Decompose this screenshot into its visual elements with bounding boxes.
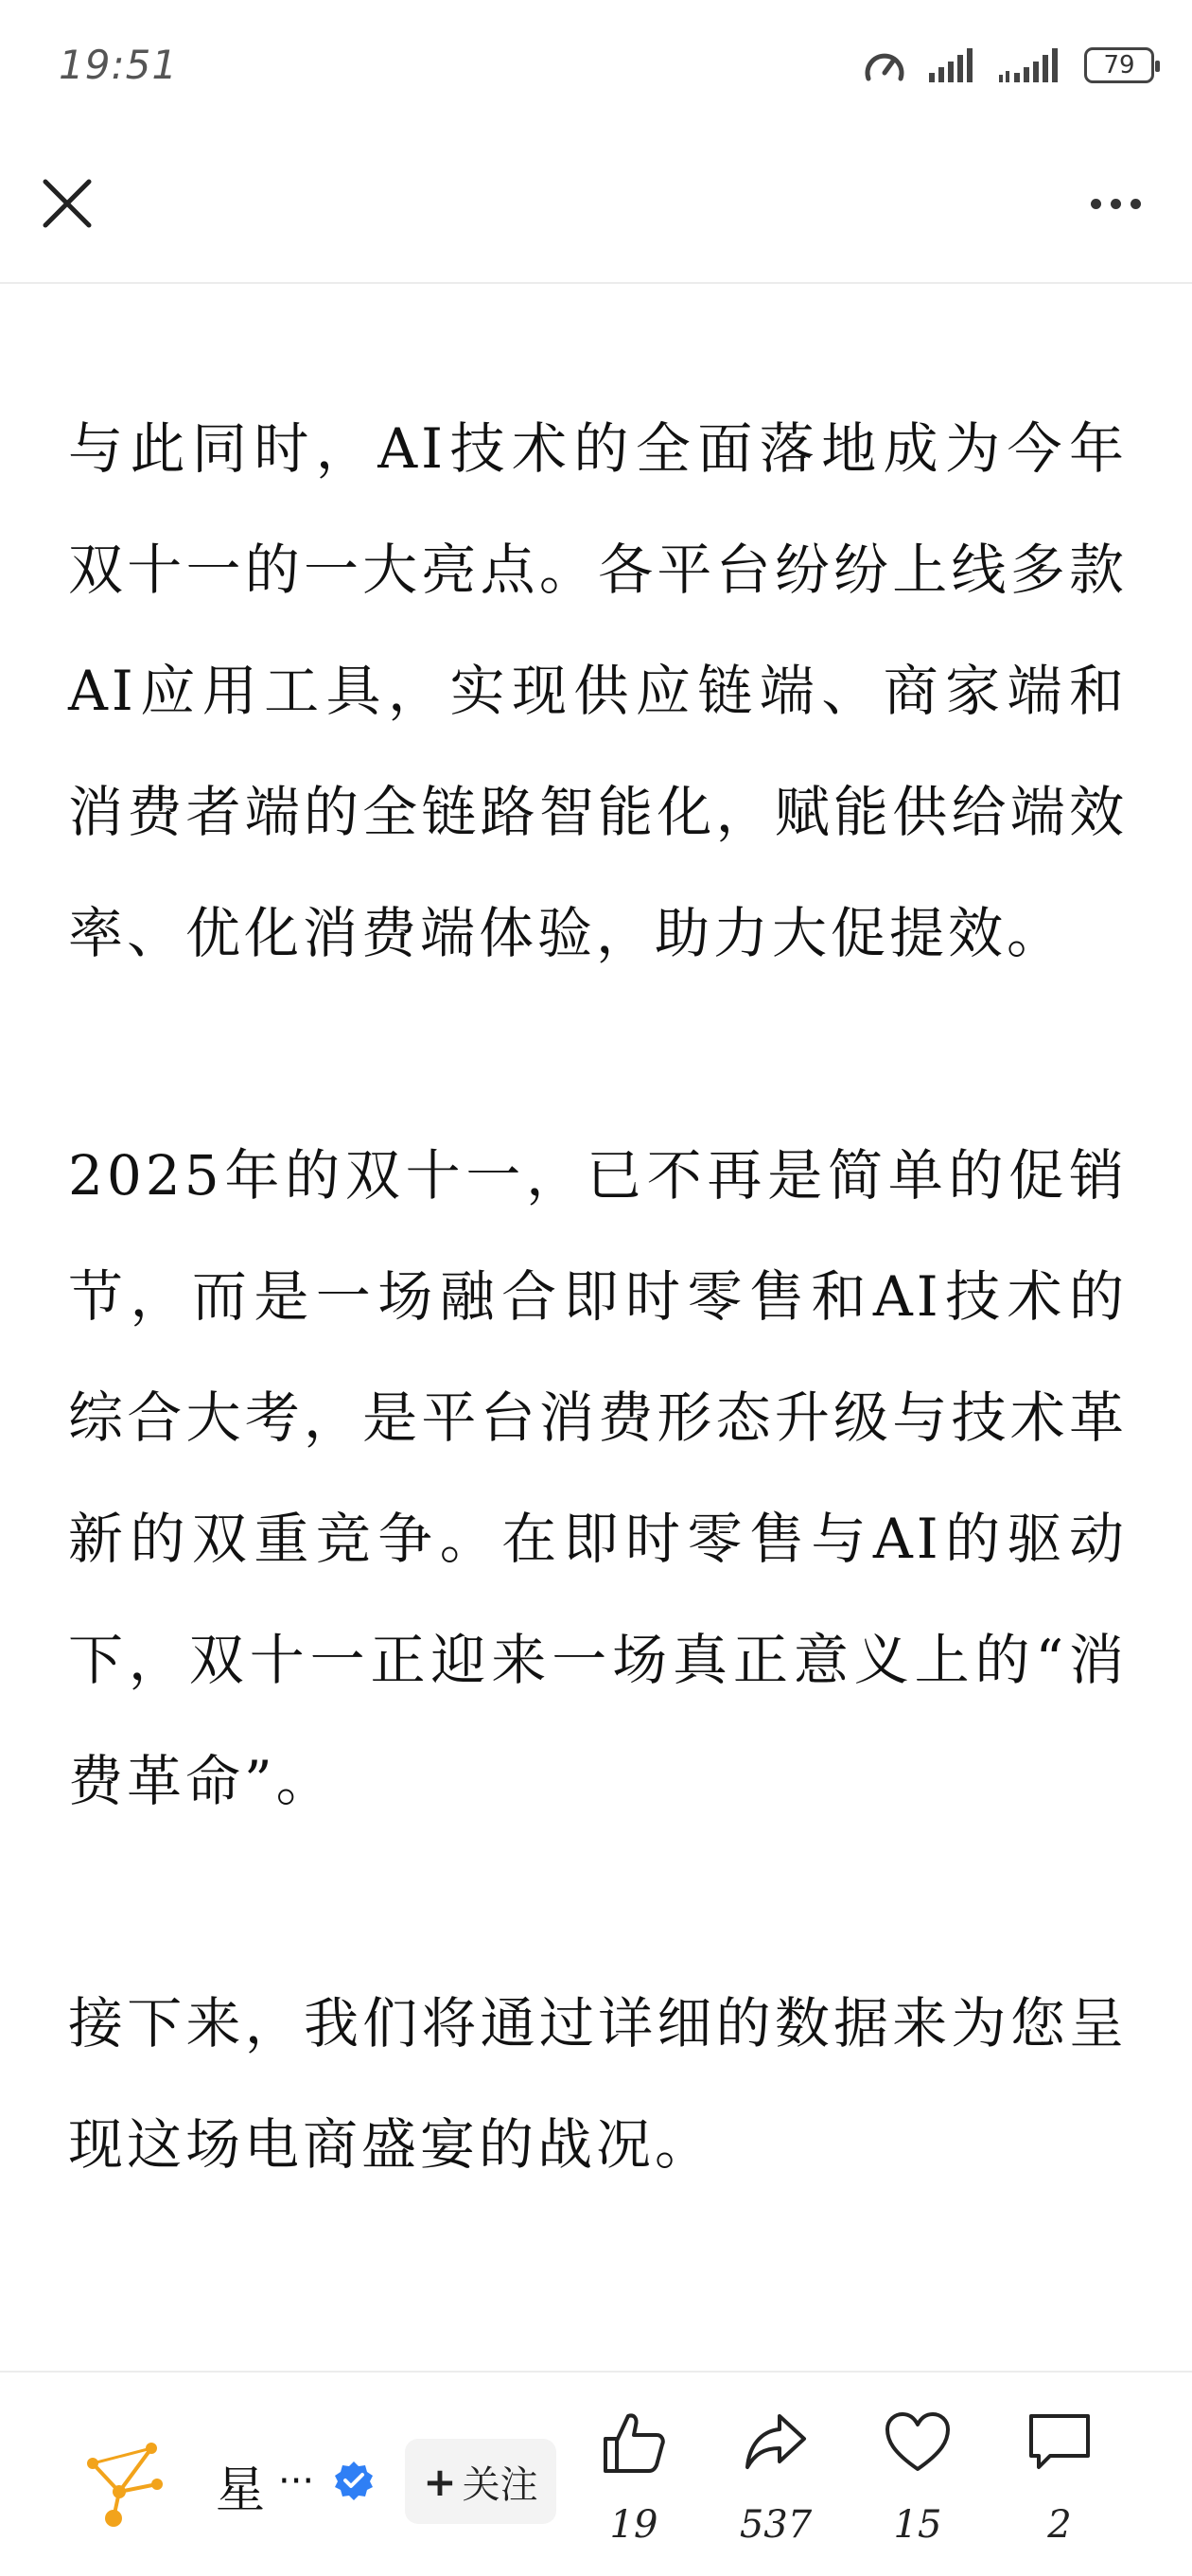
- more-icon-dot: [1111, 199, 1121, 209]
- speed-icon: [863, 46, 906, 84]
- signal-icon: [997, 46, 1063, 84]
- plus-icon: +: [423, 2458, 457, 2505]
- bottom-action-bar: [0, 2371, 1192, 2576]
- author-name-ellipsis: ···: [278, 2460, 315, 2503]
- like-count: 19: [609, 2503, 658, 2547]
- status-icons: [863, 42, 1154, 89]
- comment-button[interactable]: [1003, 2408, 1116, 2569]
- close-button[interactable]: [34, 170, 100, 237]
- more-icon-dot: [1091, 199, 1101, 209]
- comment-count: 2: [1047, 2503, 1072, 2547]
- close-icon: [42, 178, 93, 229]
- favorite-button[interactable]: [861, 2408, 974, 2569]
- nav-bar: [0, 142, 1192, 284]
- favorite-count: 15: [893, 2503, 942, 2547]
- heart-icon: [884, 2408, 952, 2477]
- comment-icon: [1025, 2408, 1094, 2477]
- article-paragraph: 2025年的双十一，已不再是简单的促销节，而是一场融合即时零售和AI技术的综合大考，是平台消费形态升级与技术革新的双重竞争。在即时零售与AI的驱动下，双十一正迎来一场真正意义上的“消费革命”。: [68, 1143, 1128, 1813]
- author-avatar[interactable]: [76, 2435, 170, 2530]
- more-button[interactable]: [1073, 170, 1158, 237]
- follow-label: 关注: [462, 2462, 538, 2507]
- share-icon: [742, 2408, 810, 2477]
- article-body: [68, 388, 1128, 2326]
- verified-badge-icon: [333, 2460, 375, 2501]
- author-name[interactable]: 星: [216, 2462, 266, 2519]
- signal-icon: [927, 46, 976, 84]
- share-button[interactable]: [719, 2408, 833, 2569]
- status-time: 19:51: [59, 42, 179, 88]
- follow-button[interactable]: [405, 2439, 556, 2524]
- thumbs-up-icon: [600, 2408, 668, 2477]
- status-bar: [0, 0, 1192, 142]
- article-paragraph: 接下来，我们将通过详细的数据来为您呈现这场电商盛宴的战况。: [68, 1991, 1128, 2177]
- article-paragraph: 与此同时，AI技术的全面落地成为今年双十一的一大亮点。各平台纷纷上线多款AI应用工具，实现供应链端、商家端和消费者端的全链路智能化，赋能供给端效率、优化消费端体验，助力大促提效。: [68, 416, 1128, 965]
- battery-level: 79: [1103, 51, 1135, 79]
- more-icon-dot: [1131, 199, 1141, 209]
- like-button[interactable]: [577, 2408, 691, 2569]
- battery-icon: [1084, 47, 1154, 83]
- share-count: 537: [739, 2503, 813, 2547]
